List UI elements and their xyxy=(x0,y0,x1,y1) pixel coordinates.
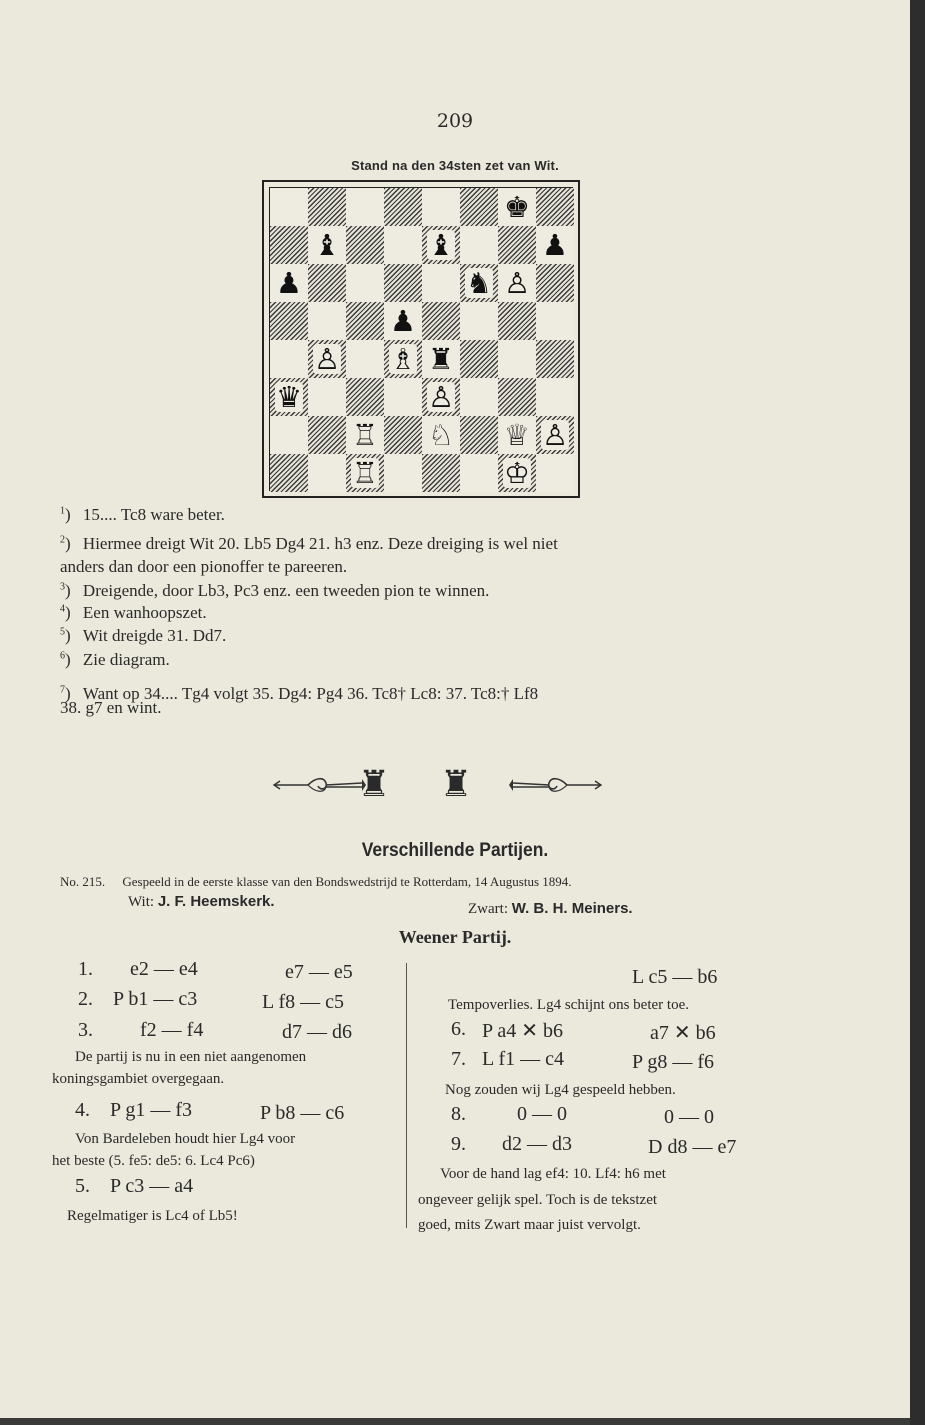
black-move: 0 — 0 xyxy=(664,1106,714,1128)
page-edge-shadow xyxy=(910,0,925,1425)
chess-piece-icon: ♙ xyxy=(542,418,568,452)
footnote-marker: 6 xyxy=(60,650,65,662)
footnote-marker: 2 xyxy=(60,534,65,546)
black-player xyxy=(468,900,633,918)
black-move: D d8 — e7 xyxy=(648,1136,737,1158)
board-square-c4 xyxy=(346,340,384,378)
board-square-c8 xyxy=(346,188,384,226)
board-square-f5 xyxy=(460,302,498,340)
footnote-marker: 7 xyxy=(60,684,65,696)
board-square-g3 xyxy=(498,378,536,416)
footnote-text: Wit dreigde 31. Dd7. xyxy=(82,626,227,645)
move-number: 6. xyxy=(451,1018,466,1040)
board-square-d1 xyxy=(384,454,422,492)
board-square-b2 xyxy=(308,416,346,454)
footnote-text: Dreigende, door Lb3, Pc3 enz. een tweeden pion te winnen. xyxy=(82,581,490,600)
move-number: 2. xyxy=(78,988,93,1010)
game-context: Gespeeld in de eerste klasse van den Bondswedstrijd te Rotterdam, 14 Augustus 1894. xyxy=(122,874,572,889)
comment: Von Bardeleben houdt hier Lg4 voor xyxy=(75,1131,296,1147)
white-move: f2 — f4 xyxy=(140,1019,204,1041)
footnote-6: $^6$) Zie diagram. xyxy=(60,650,170,669)
footnote-7-cont: 38. g7 en wint. xyxy=(60,698,162,717)
move-number: 5. xyxy=(75,1175,90,1197)
comment: Tempoverlies. Lg4 schijnt ons beter toe. xyxy=(448,997,689,1013)
board-square-e6 xyxy=(422,264,460,302)
board-square-d7 xyxy=(384,226,422,264)
rook-ornament-icon: ♜ xyxy=(357,764,391,805)
white-move: P b1 — c3 xyxy=(113,988,198,1010)
move-number: 8. xyxy=(451,1103,466,1125)
black-move: P b8 — c6 xyxy=(260,1102,345,1124)
board-square-d3 xyxy=(384,378,422,416)
white-name: J. F. Heemskerk. xyxy=(157,893,275,910)
diagram-caption: Stand na den 34sten zet van Wit. xyxy=(351,158,559,173)
page-number: 209 xyxy=(436,110,474,132)
comment: Regelmatiger is Lc4 of Lb5! xyxy=(67,1208,238,1224)
chess-piece-icon: ♟ xyxy=(390,304,416,338)
footnote-marker: 5 xyxy=(60,626,65,638)
board-square-a4 xyxy=(270,340,308,378)
chess-piece-icon: ♝ xyxy=(314,228,340,262)
board-square-h5 xyxy=(536,302,574,340)
footnote-4: $^4$) Een wanhoopszet. xyxy=(60,603,207,622)
comment: goed, mits Zwart maar juist vervolgt. xyxy=(418,1217,641,1233)
game-header xyxy=(60,874,572,890)
board-square-b6 xyxy=(308,264,346,302)
board-square-d2 xyxy=(384,416,422,454)
chess-piece-icon: ♕ xyxy=(504,418,530,452)
chess-piece-icon: ♖ xyxy=(352,418,378,452)
footnote-text: Want op 34.... Tg4 volgt 35. Dg4: Pg4 36. Tc8† Lc8: 37. Tc8:† Lf8 xyxy=(82,684,539,703)
board-square-f7 xyxy=(460,226,498,264)
rook-ornament-icon: ♜ xyxy=(439,764,473,805)
comment: het beste (5. fe5: de5: 6. Lc4 Pc6) xyxy=(52,1153,255,1169)
board-square-d6 xyxy=(384,264,422,302)
white-move: e2 — e4 xyxy=(130,958,198,980)
footnote-2-cont: anders dan door een pionoffer te pareeren. xyxy=(60,557,348,576)
move-number: 3. xyxy=(78,1019,93,1041)
board-square-c3 xyxy=(346,378,384,416)
right-scroll-ornament-icon xyxy=(505,762,605,808)
comment: Nog zouden wij Lg4 gespeeld hebben. xyxy=(445,1082,676,1098)
chess-piece-icon: ♜ xyxy=(428,342,454,376)
board-square-g4 xyxy=(498,340,536,378)
board-square-a2 xyxy=(270,416,308,454)
move-number: 7. xyxy=(451,1048,466,1070)
left-scroll-ornament-icon xyxy=(270,762,370,808)
chess-piece-icon: ♞ xyxy=(466,266,492,300)
black-move: e7 — e5 xyxy=(285,961,353,983)
board-square-f1 xyxy=(460,454,498,492)
chess-piece-icon: ♙ xyxy=(504,266,530,300)
section-title: Verschillende Partijen. xyxy=(361,840,549,861)
opening-name: Weener Partij. xyxy=(398,927,512,947)
chess-piece-icon: ♘ xyxy=(428,418,454,452)
footnote-text: Een wanhoopszet. xyxy=(82,603,207,622)
board-square-c6 xyxy=(346,264,384,302)
board-square-b3 xyxy=(308,378,346,416)
board-square-h8 xyxy=(536,188,574,226)
board-square-h1 xyxy=(536,454,574,492)
move-number: 1. xyxy=(78,958,93,980)
board-square-g7 xyxy=(498,226,536,264)
footnote-text: Hiermee dreigt Wit 20. Lb5 Dg4 21. h3 enz. Deze dreiging is wel niet xyxy=(82,534,558,553)
footnote-marker: 1 xyxy=(60,505,65,517)
black-move: L f8 — c5 xyxy=(262,991,345,1013)
white-label: Wit: xyxy=(128,894,155,910)
chess-piece-icon: ♔ xyxy=(504,456,530,490)
white-move: P c3 — a4 xyxy=(110,1175,194,1197)
footnote-3: $^3$) Dreigende, door Lb3, Pc3 enz. een tweeden pion te winnen. xyxy=(60,581,490,600)
chess-piece-icon: ♛ xyxy=(276,380,302,414)
footnote-1: $^1$) 15.... Tc8 ware beter. xyxy=(60,505,225,524)
footnote-text: 15.... Tc8 ware beter. xyxy=(82,505,225,524)
board-square-h4 xyxy=(536,340,574,378)
black-move: d7 — d6 xyxy=(282,1021,352,1043)
white-move: P g1 — f3 xyxy=(110,1099,193,1121)
comment: ongeveer gelijk spel. Toch is de tekstzet xyxy=(418,1192,658,1208)
move-number: 4. xyxy=(75,1099,90,1121)
black-name: W. B. H. Meiners. xyxy=(511,900,633,917)
black-label: Zwart: xyxy=(468,901,508,917)
board-square-f4 xyxy=(460,340,498,378)
column-divider xyxy=(406,963,407,1228)
chess-piece-icon: ♟ xyxy=(542,228,568,262)
chess-piece-icon: ♙ xyxy=(314,342,340,376)
footnote-text: Zie diagram. xyxy=(82,650,170,669)
chess-piece-icon: ♝ xyxy=(428,228,454,262)
board-square-e5 xyxy=(422,302,460,340)
board-square-d8 xyxy=(384,188,422,226)
white-move: P a4 ✕ b6 xyxy=(482,1020,564,1042)
move-number: 9. xyxy=(451,1133,466,1155)
chess-diagram xyxy=(262,180,580,498)
footnote-2: $^2$) Hiermee dreigt Wit 20. Lb5 Dg4 21. h3 enz. Deze dreiging is wel niet xyxy=(60,534,558,553)
footnote-7: $^7$) Want op 34.... Tg4 volgt 35. Dg4: Pg4 36. Tc8† Lc8: 37. Tc8:† Lf8 xyxy=(60,684,539,703)
comment: koningsgambiet overgegaan. xyxy=(52,1071,225,1087)
chess-piece-icon: ♟ xyxy=(276,266,302,300)
board-square-b8 xyxy=(308,188,346,226)
comment: De partij is nu in een niet aangenomen xyxy=(75,1049,307,1065)
board-square-a8 xyxy=(270,188,308,226)
chess-piece-icon: ♙ xyxy=(428,380,454,414)
white-player xyxy=(128,893,275,911)
board-square-f2 xyxy=(460,416,498,454)
footnote-marker: 3 xyxy=(60,581,65,593)
black-move: L c5 — b6 xyxy=(632,966,718,988)
board-square-g5 xyxy=(498,302,536,340)
board-square-a5 xyxy=(270,302,308,340)
board-square-h3 xyxy=(536,378,574,416)
board-square-c7 xyxy=(346,226,384,264)
board-square-c5 xyxy=(346,302,384,340)
footnote-5: $^5$) Wit dreigde 31. Dd7. xyxy=(60,626,227,645)
board-square-a7 xyxy=(270,226,308,264)
board-square-e1 xyxy=(422,454,460,492)
board-square-f3 xyxy=(460,378,498,416)
chess-piece-icon: ♚ xyxy=(504,190,530,224)
black-move: a7 ✕ b6 xyxy=(650,1022,716,1044)
white-move: L f1 — c4 xyxy=(482,1048,565,1070)
chess-piece-icon: ♗ xyxy=(390,342,416,376)
chess-piece-icon: ♖ xyxy=(352,456,378,490)
board-square-e8 xyxy=(422,188,460,226)
white-move: d2 — d3 xyxy=(502,1133,572,1155)
board-square-f8 xyxy=(460,188,498,226)
board-square-b1 xyxy=(308,454,346,492)
white-move: 0 — 0 xyxy=(517,1103,567,1125)
board-square-h6 xyxy=(536,264,574,302)
black-move: P g8 — f6 xyxy=(632,1051,715,1073)
game-number: No. 215. xyxy=(60,874,106,889)
board-square-b5 xyxy=(308,302,346,340)
footnote-marker: 4 xyxy=(60,603,65,615)
chess-board xyxy=(269,187,573,491)
comment: Voor de hand lag ef4: 10. Lf4: h6 met xyxy=(440,1166,666,1182)
board-square-a1 xyxy=(270,454,308,492)
